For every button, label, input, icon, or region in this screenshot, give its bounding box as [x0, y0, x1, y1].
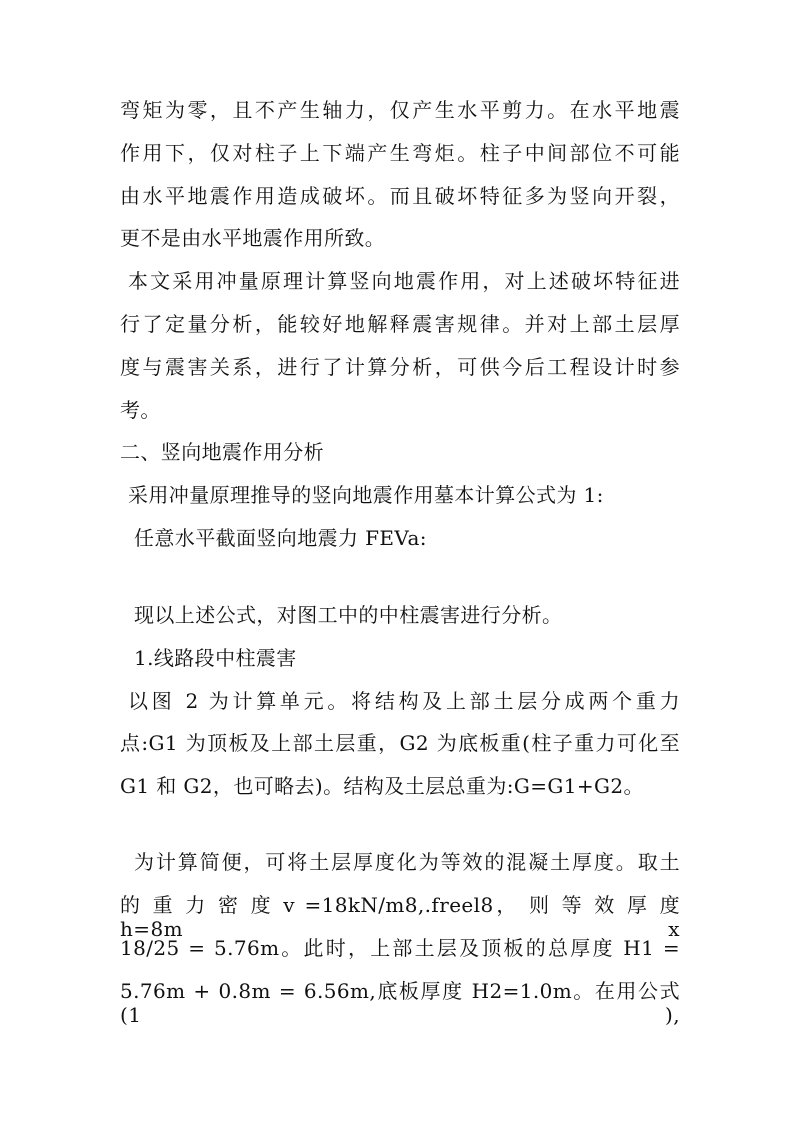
paragraph-line: G1 和 G2，也可略去)。结构及土层总重为:G=G1+G2。: [120, 774, 644, 798]
paragraph-line: 由水平地震作用造成破坏。而且破坏特征多为竖向开裂，: [120, 184, 680, 208]
paragraph-line: 本文采用冲量原理计算竖向地震作用，对上述破坏特征进: [128, 269, 680, 293]
paragraph-line: 考。: [120, 398, 161, 422]
paragraph-line: 18/25 = 5.76m。此时，上部土层及顶板的总厚度 H1 =: [120, 936, 680, 960]
paragraph-line: 行了定量分析，能较好地解释震害规律。并对上部土层厚: [120, 312, 680, 336]
section-heading: 二、竖向地震作用分析: [120, 440, 324, 464]
subsection-heading: 1.线路段中柱震害: [134, 646, 297, 670]
paragraph-line: 以图 2 为计算单元。将结构及上部土层分成两个重力: [128, 689, 680, 713]
paragraph-line: 为计算简便，可将土层厚度化为等效的混凝土厚度。取土: [134, 850, 680, 874]
paragraph-line: 点:G1 为顶板及上部土层重，G2 为底板重(柱子重力可化至: [120, 731, 680, 755]
paragraph-line: 现以上述公式，对图工中的中柱震害进行分析。: [134, 603, 563, 627]
paragraph-line: 更不是由水平地震作用所致。: [120, 226, 386, 250]
paragraph-line: 度与震害关系，进行了计算分析，可供今后工程设计时参: [120, 355, 680, 379]
paragraph-line: 弯矩为零，且不产生轴力，仅产生水平剪力。在水平地震: [120, 98, 680, 122]
paragraph-line: 作用下，仅对柱子上下端产生弯炬。柱子中间部位不可能: [120, 141, 680, 165]
paragraph-line: 5.76m + 0.8m = 6.56m,底板厚度 H2=1.0m。在用公式(1 ),: [120, 979, 680, 1027]
paragraph-line: 任意水平截面竖向地震力 FEVa:: [134, 526, 427, 550]
paragraph-line: 采用冲量原理推导的竖向地震作用墓本计算公式为 1:: [128, 483, 604, 507]
paragraph-line: 的 重 力 密 度 v =18kN/m8,.freel8， 则 等 效 厚 度 h=8m x: [120, 893, 680, 941]
